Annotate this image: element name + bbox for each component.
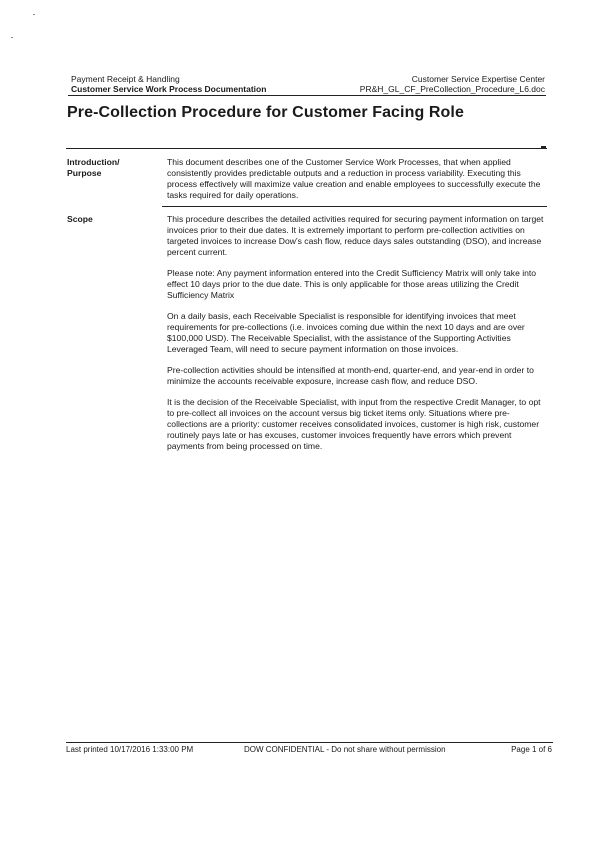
page-title: Pre-Collection Procedure for Customer Facing Role: [67, 104, 464, 121]
header-doc-type: Customer Service Work Process Documentation: [71, 84, 267, 94]
scan-speck: [33, 14, 35, 15]
paragraph: It is the decision of the Receivable Specialist, with input from the respective Credit Manager, to opt to pre-collect all invoices on the account versus big ticket items only. Situations where pre-collections are a priority: customer receives consolidated invoices, customer is high risk, customer routinely pays late or has excuses, customer invoices frequently have errors which prevent payments from being processed on time.: [167, 397, 541, 451]
paragraph: Please note: Any payment information entered into the Credit Sufficiency Matrix will only take into effect 10 days prior to the due date. This is only applicable for those areas utilizing the Credit Sufficiency Matrix: [167, 268, 537, 300]
footer-page-number: Page 1 of 6: [511, 745, 552, 754]
paragraph: This procedure describes the detailed activities required for securing payment information on target invoices prior to their due dates. It is extremely important to perform pre-collection activities on targeted invoices to increase Dow's cash flow, reduce days sales outstanding (DSO), and increase percent current.: [167, 214, 544, 257]
section-body-introduction: [167, 157, 547, 201]
header-filename: PR&H_GL_CF_PreCollection_Procedure_L6.doc: [359, 84, 545, 94]
header-rule: [68, 95, 546, 96]
section-label-scope: Scope: [67, 214, 93, 224]
paragraph: On a daily basis, each Receivable Specialist is responsible for identifying invoices that meet requirements for pre-collections (i.e. invoices coming due within the next 10 days and are over $100,000 USD). The Receivable Specialist, with the assistance of the Supporting Activities Leveraged Team, will need to secure payment information on those invoices.: [167, 311, 525, 354]
scan-speck: [11, 37, 13, 38]
paragraph: This document describes one of the Customer Service Work Processes, that when applied consistently provides predictable outputs and a reduction in process variability. Executing this process effectively will maximize value creation and enable employees to successfully execute the tasks required for daily operations.: [167, 157, 541, 200]
footer-printed-date: Last printed 10/17/2016 1:33:00 PM: [66, 745, 194, 754]
header-department: Payment Receipt & Handling: [71, 74, 180, 84]
section-top-rule: [66, 148, 547, 149]
section-divider-rule: [162, 206, 547, 207]
footer-confidential-notice: DOW CONFIDENTIAL - Do not share without permission: [244, 745, 446, 754]
section-body-scope: [167, 214, 547, 452]
paragraph: Pre-collection activities should be intensified at month-end, quarter-end, and year-end in order to minimize the accounts receivable exposure, increase cash flow, and reduce DSO.: [167, 365, 534, 386]
footer-rule: [66, 742, 553, 743]
section-top-rule-tick: [541, 146, 546, 148]
section-label-introduction: Introduction/ Purpose: [67, 157, 120, 178]
header-center: Customer Service Expertise Center: [411, 74, 545, 84]
